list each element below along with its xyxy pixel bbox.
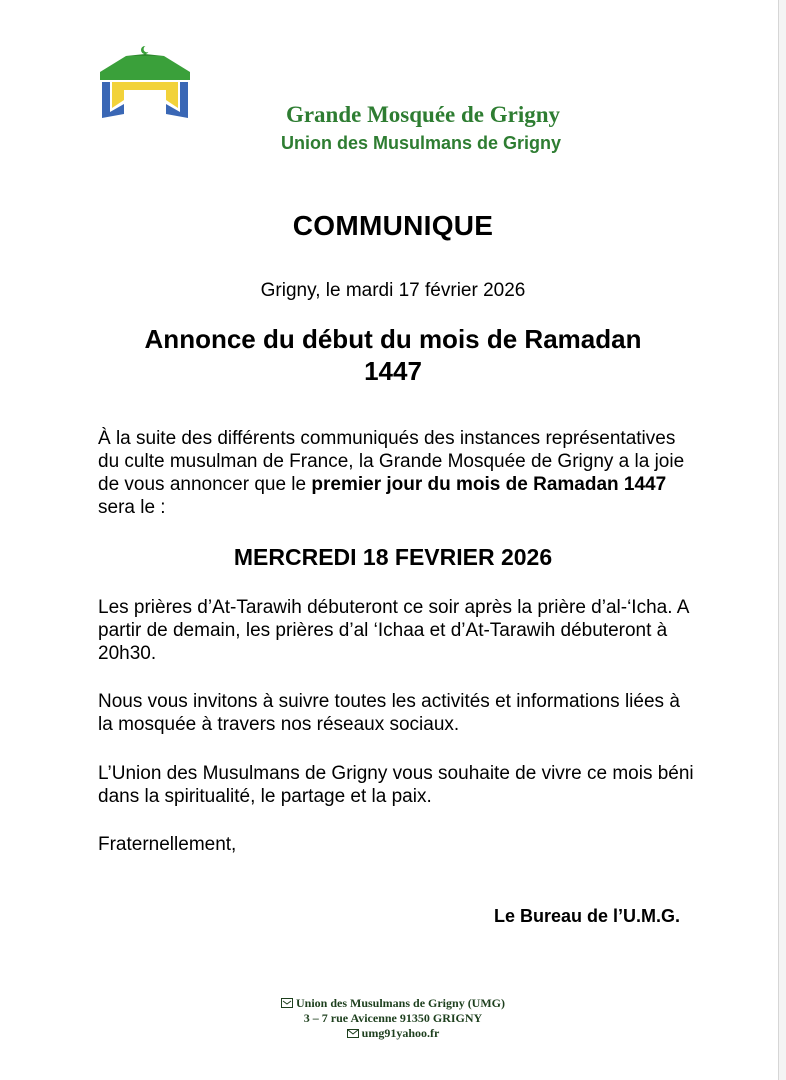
subject-line-2: 1447: [364, 356, 422, 386]
org-union-name: Union des Musulmans de Grigny: [280, 133, 562, 153]
paragraph-wishes: L’Union des Musulmans de Grigny vous souhaite de vivre ce mois béni dans la spiritualité, le partage et la paix.: [98, 763, 694, 807]
announced-date: MERCREDI 18 FEVRIER 2026: [233, 544, 553, 570]
document-date: Grigny, le mardi 17 février 2026: [260, 280, 526, 301]
document-type-heading: COMMUNIQUE: [292, 210, 494, 241]
footer-line-address: 3 – 7 rue Avicenne 91350 GRIGNY: [303, 1011, 483, 1025]
footer-org-text: Union des Musulmans de Grigny (UMG): [295, 996, 506, 1010]
closing-line: Fraternellement,: [98, 834, 237, 855]
subject-line-1: Annonce du début du mois de Ramadan: [144, 324, 642, 354]
document-subject: [100, 323, 686, 387]
signature: Le Bureau de l’U.M.G.: [493, 906, 680, 926]
envelope-icon: [347, 1029, 359, 1038]
footer: [0, 996, 786, 1041]
paragraph-intro: [98, 427, 698, 519]
mailbox-icon: [281, 998, 293, 1008]
paragraph-intro-text: À la suite des différents communiqués des instances représentatives du culte musulman de France, la Grande Mosquée de Grigny a la joie de vous annoncer que le: [98, 428, 685, 495]
footer-line-email: [0, 1026, 786, 1041]
footer-email-text: umg91yahoo.fr: [361, 1026, 440, 1040]
footer-line-org: [0, 996, 786, 1011]
paragraph-social: Nous vous invitons à suivre toutes les activités et informations liées à la mosquée à travers nos réseaux sociaux.: [98, 691, 680, 735]
org-name: Grande Mosquée de Grigny: [285, 102, 561, 127]
paragraph-intro-bold: premier jour du mois de Ramadan 1447: [311, 474, 667, 495]
paragraph-intro-tail: sera le :: [98, 497, 166, 518]
paragraph-prayers: Les prières d’At-Tarawih débuteront ce soir après la prière d’al-‘Icha. A partir de demain, les prières d’al ‘Ichaa et d’At-Tarawih débuteront à 20h30.: [98, 597, 689, 664]
